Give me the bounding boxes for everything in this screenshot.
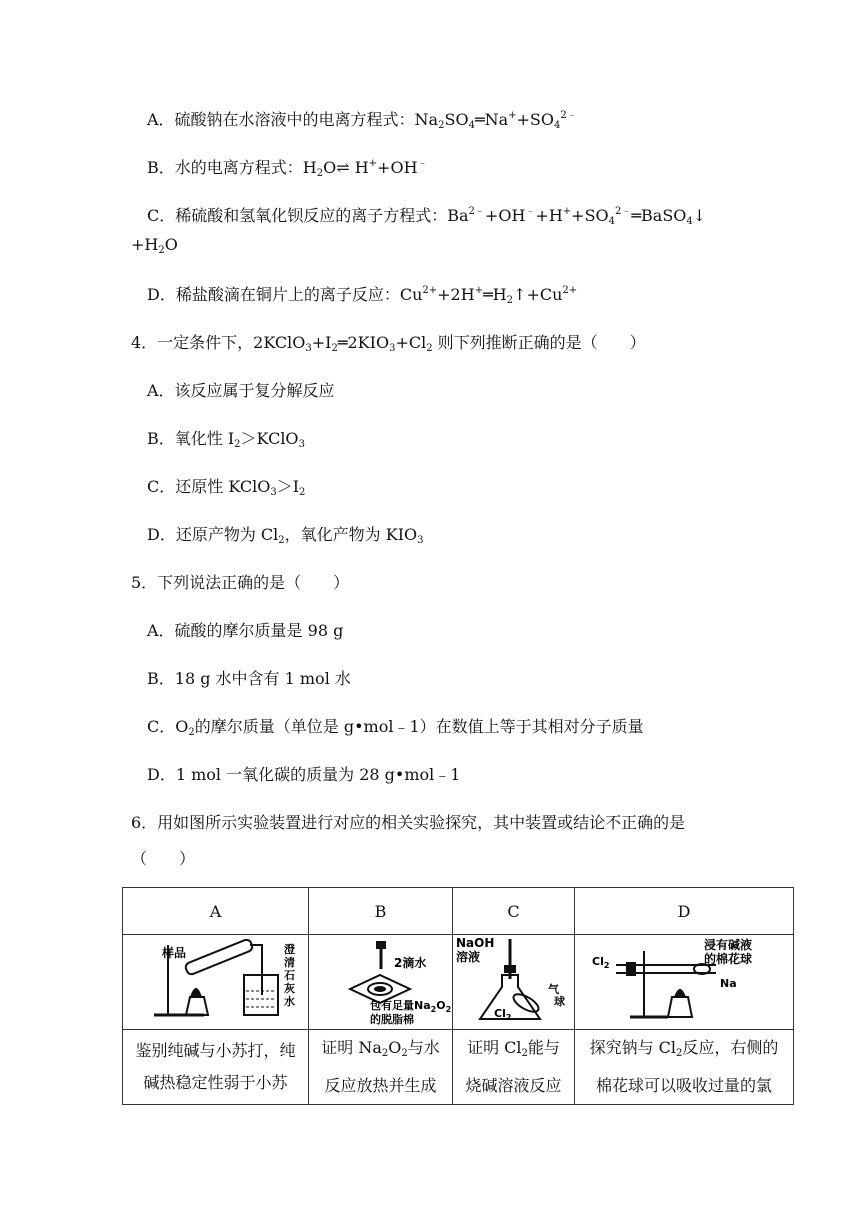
- q4-stem-sub: 3: [305, 343, 312, 354]
- q6-caption-c-line: 烧碱溶液反应: [465, 1076, 562, 1095]
- q3-d-text: ═H: [483, 285, 507, 304]
- q6-caption-c-line: [453, 1032, 574, 1070]
- apparatus-c-figure: [454, 935, 574, 1025]
- q6-figure-d: [575, 935, 794, 1030]
- q6-caption-d-sub: 2: [676, 1048, 683, 1059]
- q3-b-sup: ﹣: [417, 158, 428, 169]
- label-na: Na: [719, 977, 737, 990]
- label-degreased-cotton: 的脱脂棉: [369, 1013, 414, 1025]
- q4-option-a: A．该反应属于复分解反应: [147, 381, 335, 400]
- q4-stem-sub: 2: [426, 343, 433, 354]
- q6-caption-d-line: [575, 1032, 793, 1070]
- q3-a-text: +SO: [516, 110, 554, 129]
- q3-a-text: A．硫酸钠在水溶液中的电离方程式：Na: [147, 110, 439, 129]
- q3-d-text: +2H: [437, 285, 475, 304]
- q6-caption-d-text: 探究钠与 Cl: [589, 1038, 677, 1057]
- q6-caption-d-line: 棉花球可以吸收过量的氯: [595, 1076, 772, 1095]
- label-cl2-text: Cl: [591, 955, 604, 968]
- label-cl2-sub: 2: [505, 1013, 511, 1022]
- q6-header-row: [123, 888, 794, 935]
- label-limewater: 清: [283, 956, 295, 969]
- q6-figure-a: [123, 935, 309, 1030]
- q3-c-sub: 4: [608, 216, 616, 227]
- q3-a-text: SO: [444, 110, 469, 129]
- q4-stem-sub: 2: [331, 343, 338, 354]
- q4-c-text: ＞I: [276, 477, 300, 496]
- q3-b-sub: 2: [316, 168, 324, 179]
- q4-b-text: B．氧化性 I: [147, 429, 235, 448]
- q4-stem-sub: 3: [389, 343, 396, 354]
- q3-d-sup: 2+: [562, 285, 578, 296]
- q3-a-sup: +: [508, 110, 517, 121]
- q6-caption-b: [309, 1030, 453, 1105]
- q3-c-text: ↓: [692, 206, 707, 225]
- q6-caption-a-line: 碱热稳定性弱于小苏: [143, 1073, 288, 1092]
- q3-a-sup: 2﹣: [560, 110, 577, 121]
- q6-answer-paren: （ ）: [131, 849, 196, 868]
- q5-stem: 5．下列说法正确的是（ ）: [131, 573, 350, 592]
- q3-a-text: ═Na: [474, 110, 509, 129]
- label-naoh: NaOH: [455, 936, 494, 950]
- label-cl2: [592, 955, 609, 970]
- q6-caption-a-line: 鉴别纯碱与小苏打，纯: [135, 1041, 296, 1060]
- q4-d-sub: 2: [278, 535, 285, 546]
- q6-figure-c: [453, 935, 575, 1030]
- q4-stem-text: 4．一定条件下，2KClO: [131, 333, 306, 352]
- label-solution: 溶液: [455, 950, 480, 964]
- label-na2o2-text: O: [435, 999, 446, 1012]
- q4-b-sub: 2: [234, 439, 241, 450]
- q4-c-sub: 3: [270, 487, 277, 498]
- q5-option-b: B．18 g 水中含有 1 mol 水: [147, 669, 351, 688]
- label-limewater: 水: [283, 995, 295, 1008]
- q4-stem-text: +Cl: [395, 333, 427, 352]
- q3-option-c: [147, 202, 706, 227]
- q5-c-sub: 2: [188, 727, 195, 738]
- label-limewater: 石: [283, 969, 295, 982]
- q4-option-c: [147, 474, 305, 498]
- q3-option-a: [147, 106, 577, 131]
- apparatus-d-figure: [576, 935, 793, 1025]
- label-na2o2-cotton: [370, 998, 451, 1014]
- label-balloon: 球: [553, 995, 565, 1008]
- q6-caption-b-text: 与水: [407, 1038, 440, 1057]
- q5-option-d: D．1 mol 一氧化碳的质量为 28 g•mol﹣1: [147, 765, 461, 784]
- q3-c-sup: 2﹣: [468, 206, 485, 217]
- q3-c-text: O: [164, 235, 178, 254]
- q3-c-sup: 2﹣: [615, 206, 632, 217]
- label-soaked-in-base: 浸有碱液: [703, 938, 752, 952]
- q3-d-sub: 2: [506, 295, 514, 306]
- q5-c-text: 的摩尔质量（单位是 g•mol﹣1）在数值上等于其相对分子质量: [194, 717, 644, 736]
- label-cl2-text: Cl: [493, 1007, 506, 1020]
- q6-stem: 6．用如图所示实验装置进行对应的相关实验探究，其中装置或结论不正确的是: [131, 813, 686, 832]
- q4-stem-text: +I: [311, 333, 332, 352]
- q6-header-c: C: [453, 888, 575, 935]
- q5-option-a: A．硫酸的摩尔质量是 98 g: [147, 621, 344, 640]
- q3-c-sub: 4: [686, 216, 693, 227]
- q3-c-text: ═BaSO: [631, 206, 687, 225]
- q3-d-text: D．稀盐酸滴在铜片上的离子反应：Cu: [147, 285, 423, 304]
- q4-option-d: [147, 522, 424, 546]
- q3-d-sup: +: [474, 285, 484, 296]
- label-na2o2-sub: 2: [430, 1005, 436, 1014]
- q4-c-text: C．还原性 KClO: [147, 477, 271, 496]
- q3-c-text: +OH: [484, 206, 526, 225]
- label-cotton-ball: 的棉花球: [703, 952, 752, 966]
- q6-figure-row: [123, 935, 794, 1030]
- q3-option-d: [147, 282, 577, 306]
- q4-option-b: [147, 426, 305, 450]
- q5-option-c: [147, 714, 644, 738]
- q4-b-text: ＞KClO: [240, 429, 299, 448]
- q3-b-sup: +: [368, 158, 378, 169]
- label-2-drops-water: 2滴水: [393, 956, 426, 970]
- q3-c-text: +SO: [571, 206, 609, 225]
- apparatus-a-figure: [124, 935, 308, 1025]
- q6-figure-b: [309, 935, 453, 1030]
- q3-c-sub: 2: [158, 245, 165, 256]
- label-limewater: 灰: [283, 982, 295, 995]
- q6-caption-row: [123, 1030, 794, 1105]
- q6-caption-c-text: 能与: [527, 1038, 560, 1057]
- q6-caption-b-sub: 2: [401, 1048, 408, 1059]
- q4-stem-text: 则下列推断正确的是（ ）: [432, 333, 646, 352]
- q6-caption-c-text: 证明 Cl: [467, 1038, 522, 1057]
- q3-d-text: ↑+Cu: [513, 285, 563, 304]
- q4-stem-text: ═2KIO: [337, 333, 390, 352]
- q6-caption-c: [453, 1030, 575, 1105]
- label-sample: 样品: [161, 946, 186, 960]
- label-limewater: 澄: [283, 943, 295, 956]
- q6-caption-b-text: 证明 Na: [321, 1038, 382, 1057]
- q3-c-text: +H: [535, 206, 563, 225]
- q4-d-text: D．还原产物为 Cl: [147, 525, 279, 544]
- q3-c-text: +H: [131, 235, 159, 254]
- q6-header-a: A: [123, 888, 309, 935]
- q3-a-sub: 4: [553, 120, 561, 131]
- q6-table: [122, 887, 794, 1105]
- q6-header-d: D: [575, 888, 794, 935]
- q6-caption-b-line: 反应放热并生成: [324, 1076, 437, 1095]
- q3-a-sub: 2: [438, 120, 445, 131]
- q6-caption-c-sub: 2: [521, 1048, 528, 1059]
- label-na2o2-text: 包有足量Na: [369, 999, 431, 1012]
- q3-option-c-line2: [131, 235, 178, 256]
- q4-d-sub: 3: [417, 535, 424, 546]
- q4-c-sub: 2: [299, 487, 306, 498]
- q4-stem: [131, 330, 646, 354]
- q3-b-text: +OH: [377, 158, 418, 177]
- q3-d-sup: 2+: [422, 285, 438, 296]
- q3-c-text: C．稀硫酸和氢氧化钡反应的离子方程式：Ba: [147, 206, 469, 225]
- q6-caption-b-text: O: [388, 1038, 402, 1057]
- q4-d-text: ，氧化产物为 KIO: [284, 525, 418, 544]
- q3-c-sup: +: [562, 206, 572, 217]
- label-cl2: [494, 1007, 511, 1022]
- q3-option-b: [147, 154, 428, 179]
- q6-caption-d: [575, 1030, 794, 1105]
- label-balloon: 气: [547, 983, 559, 996]
- q5-c-text: C．O: [147, 717, 189, 736]
- q6-caption-b-line: [309, 1032, 452, 1070]
- q6-caption-d-text: 反应，右侧的: [682, 1038, 779, 1057]
- label-cl2-sub: 2: [603, 961, 609, 970]
- apparatus-b-figure: [310, 935, 452, 1025]
- q3-b-text: B．水的电离方程式：H: [147, 158, 317, 177]
- q6-caption-a: [123, 1030, 309, 1105]
- q3-c-sup: ﹣: [525, 206, 536, 217]
- q6-header-b: B: [309, 888, 453, 935]
- q6-caption-b-sub: 2: [381, 1048, 389, 1059]
- q4-b-sub: 3: [298, 439, 305, 450]
- q3-b-text: O⇌ H: [323, 158, 369, 177]
- label-na2o2-sub: 2: [445, 1005, 451, 1014]
- q3-a-sub: 4: [468, 120, 475, 131]
